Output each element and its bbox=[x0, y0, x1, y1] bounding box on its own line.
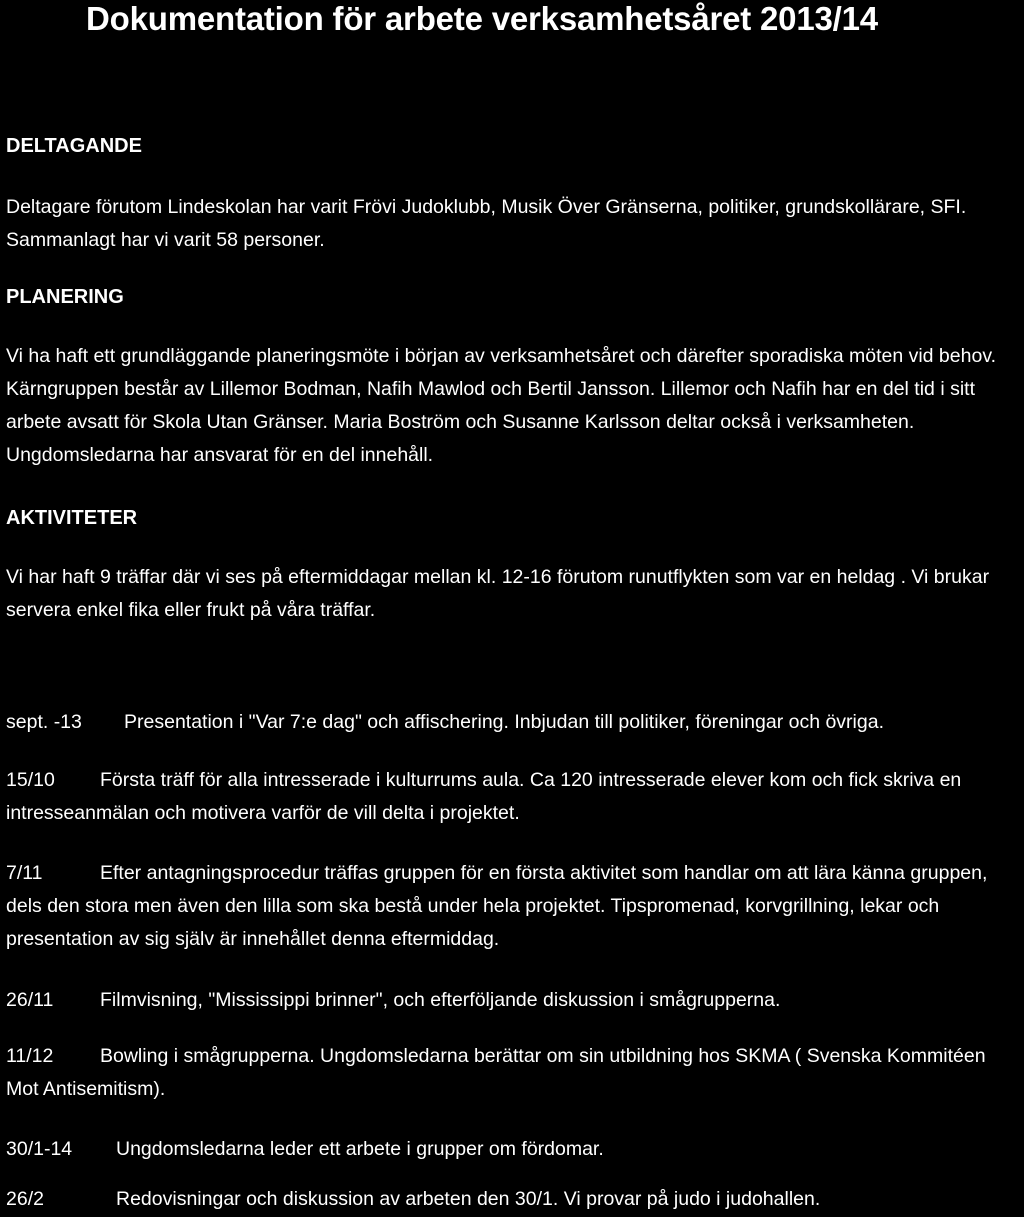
section-text-aktiviteter: Vi har haft 9 träffar där vi ses på eftermiddagar mellan kl. 12-16 förutom runutflykten som var en heldag . Vi brukar servera enkel fika eller frukt på våra träffar. bbox=[6, 566, 990, 621]
activity-entry bbox=[6, 857, 1018, 956]
entry-text: Ungdomsledarna leder ett arbete i grupper om fördomar. bbox=[116, 1138, 604, 1160]
entry-text: Filmvisning, "Mississippi brinner", och efterföljande diskussion i smågrupperna. bbox=[100, 989, 781, 1011]
activity-entry bbox=[6, 764, 1018, 830]
entry-date: 26/2 bbox=[6, 1188, 44, 1210]
entry-date: sept. -13 bbox=[6, 711, 82, 733]
section-heading-planering: PLANERING bbox=[6, 286, 124, 308]
entry-text: Efter antagningsprocedur träffas gruppen för en första aktivitet som handlar om att lära känna gruppen, dels den stora men även den lilla som ska bestå under hela projektet. Tipspromenad, korvgrillning, lekar och presentation av sig själv är innehållet denna eftermiddag. bbox=[6, 862, 988, 950]
entry-date: 11/12 bbox=[6, 1045, 54, 1067]
section-heading-deltagande: DELTAGANDE bbox=[6, 135, 142, 157]
document-title: Dokumentation för arbete verksamhetsåret 2013/14 bbox=[86, 0, 878, 37]
entry-text: Bowling i smågrupperna. Ungdomsledarna berättar om sin utbildning hos SKMA ( Svenska Kommitéen Mot Antisemitism). bbox=[6, 1045, 986, 1100]
activity-entry bbox=[6, 1183, 1018, 1216]
entry-text: Redovisningar och diskussion av arbeten den 30/1. Vi provar på judo i judohallen. bbox=[116, 1188, 821, 1210]
activity-entry bbox=[6, 984, 1018, 1017]
activity-entry bbox=[6, 1040, 1018, 1106]
section-text-deltagande: Deltagare förutom Lindeskolan har varit Frövi Judoklubb, Musik Över Gränserna, politiker, grundskollärare, SFI. Sammanlagt har vi varit 58 personer. bbox=[6, 196, 967, 251]
section-heading-aktiviteter: AKTIVITETER bbox=[6, 507, 138, 529]
entry-date: 15/10 bbox=[6, 769, 55, 791]
entry-date: 30/1-14 bbox=[6, 1138, 73, 1160]
entry-text: Presentation i "Var 7:e dag" och affischering. Inbjudan till politiker, föreningar och övriga. bbox=[124, 711, 884, 733]
activity-entry bbox=[6, 706, 1018, 739]
activity-entry bbox=[6, 1133, 1018, 1166]
entry-date: 7/11 bbox=[6, 862, 43, 884]
section-text-planering: Vi ha haft ett grundläggande planeringsmöte i början av verksamhetsåret och därefter sporadiska möten vid behov. Kärngruppen består av Lillemor Bodman, Nafih Mawlod och Bertil Jansson. Lillemor och Nafih har en del tid i sitt arbete avsatt för Skola Utan Gränser. Maria Boström och Susanne Karlsson deltar också i verksamheten. Ungdomsledarna har ansvarat för en del innehåll. bbox=[6, 345, 997, 466]
entry-date: 26/11 bbox=[6, 989, 54, 1011]
entry-text: Första träff för alla intresserade i kulturrums aula. Ca 120 intresserade elever kom och fick skriva en intresseanmälan och motivera varför de vill delta i projektet. bbox=[6, 769, 962, 824]
